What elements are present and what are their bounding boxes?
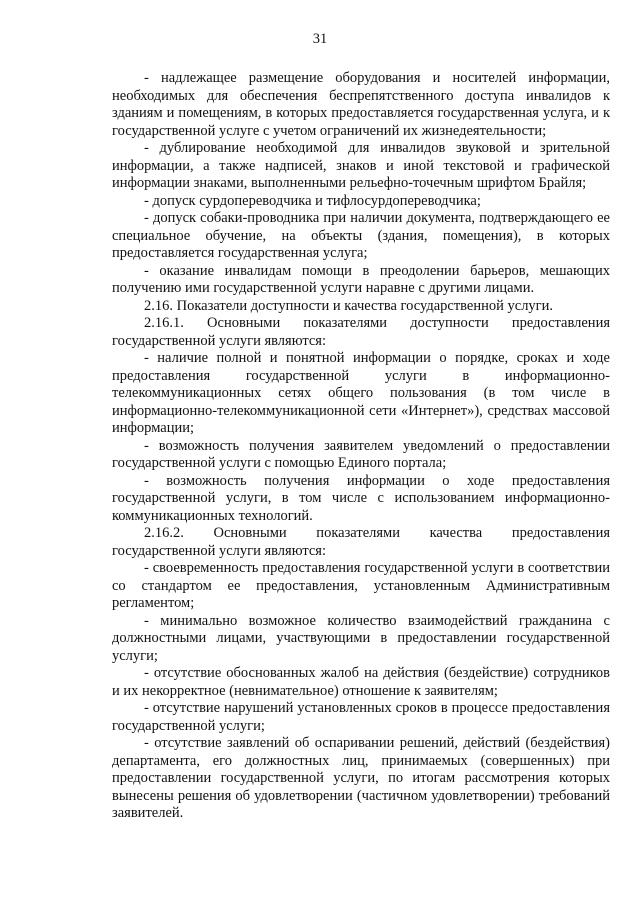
paragraph: - оказание инвалидам помощи в преодолении барьеров, мешающих получению ими государственной услуги наравне с другими лицами. [112,262,610,296]
paragraph: - допуск собаки-проводника при наличии документа, подтверждающего ее специальное обучение, на объекты (здания, помещения), в которых предоставляется государственная услуга; [112,210,610,261]
paragraph: - дублирование необходимой для инвалидов звуковой и зрительной информации, а также надписей, знаков и иной текстовой и графической информации знаками, выполненными рельефно-точечным шрифтом Брайля; [112,140,610,191]
subsection-heading: 2.16.1. Основными показателями доступности предоставления государственной услуги являются: [112,315,610,349]
paragraph: - отсутствие обоснованных жалоб на действия (бездействие) сотрудников и их некорректное (невнимательное) отношение к заявителям; [112,665,610,699]
section-heading: 2.16. Показатели доступности и качества государственной услуги. [144,297,554,314]
subsection-heading: 2.16.2. Основными показателями качества предоставления государственной услуги являются: [112,525,610,559]
paragraph: - допуск сурдопереводчика и тифлосурдопереводчика; [144,192,481,209]
document-body [112,70,610,823]
paragraph: - отсутствие заявлений об оспаривании решений, действий (бездействия) департамента, его должностных лиц, принимаемых (совершенных) при предоставлении государственной услуги, по итогам рассмотрения которых вынесены решения об удовлетворении (частичном удовлетворении) требований заявителей. [112,735,610,821]
paragraph: - возможность получения заявителем уведомлений о предоставлении государственной услуги с помощью Единого портала; [112,437,610,471]
paragraph: - своевременность предоставления государственной услуги в соответствии со стандартом ее предоставления, установленным Административным регламентом; [112,560,610,611]
paragraph: - возможность получения информации о ходе предоставления государственной услуги, в том числе с использованием информационно-коммуникационных технологий. [112,472,610,524]
paragraph: - отсутствие нарушений установленных сроков в процессе предоставления государственной услуги; [112,700,610,734]
paragraph: - минимально возможное количество взаимодействий гражданина с должностными лицами, участвующими в предоставлении государственной услуги; [112,612,610,664]
paragraph: - наличие полной и понятной информации о порядке, сроках и ходе предоставления государственной услуги в информационно-телекоммуникационных сетях общего пользования (в том числе в информационно-телекоммуникационной сети «Интернет»), средствах массовой информации; [112,350,610,436]
paragraph: - надлежащее размещение оборудования и носителей информации, необходимых для обеспечения беспрепятственного доступа инвалидов к зданиям и помещениям, в которых предоставляется государственная услуга, и к государственной услуге с учетом ограничений их жизнедеятельности; [112,70,610,139]
page-number: 31 [312,31,328,47]
